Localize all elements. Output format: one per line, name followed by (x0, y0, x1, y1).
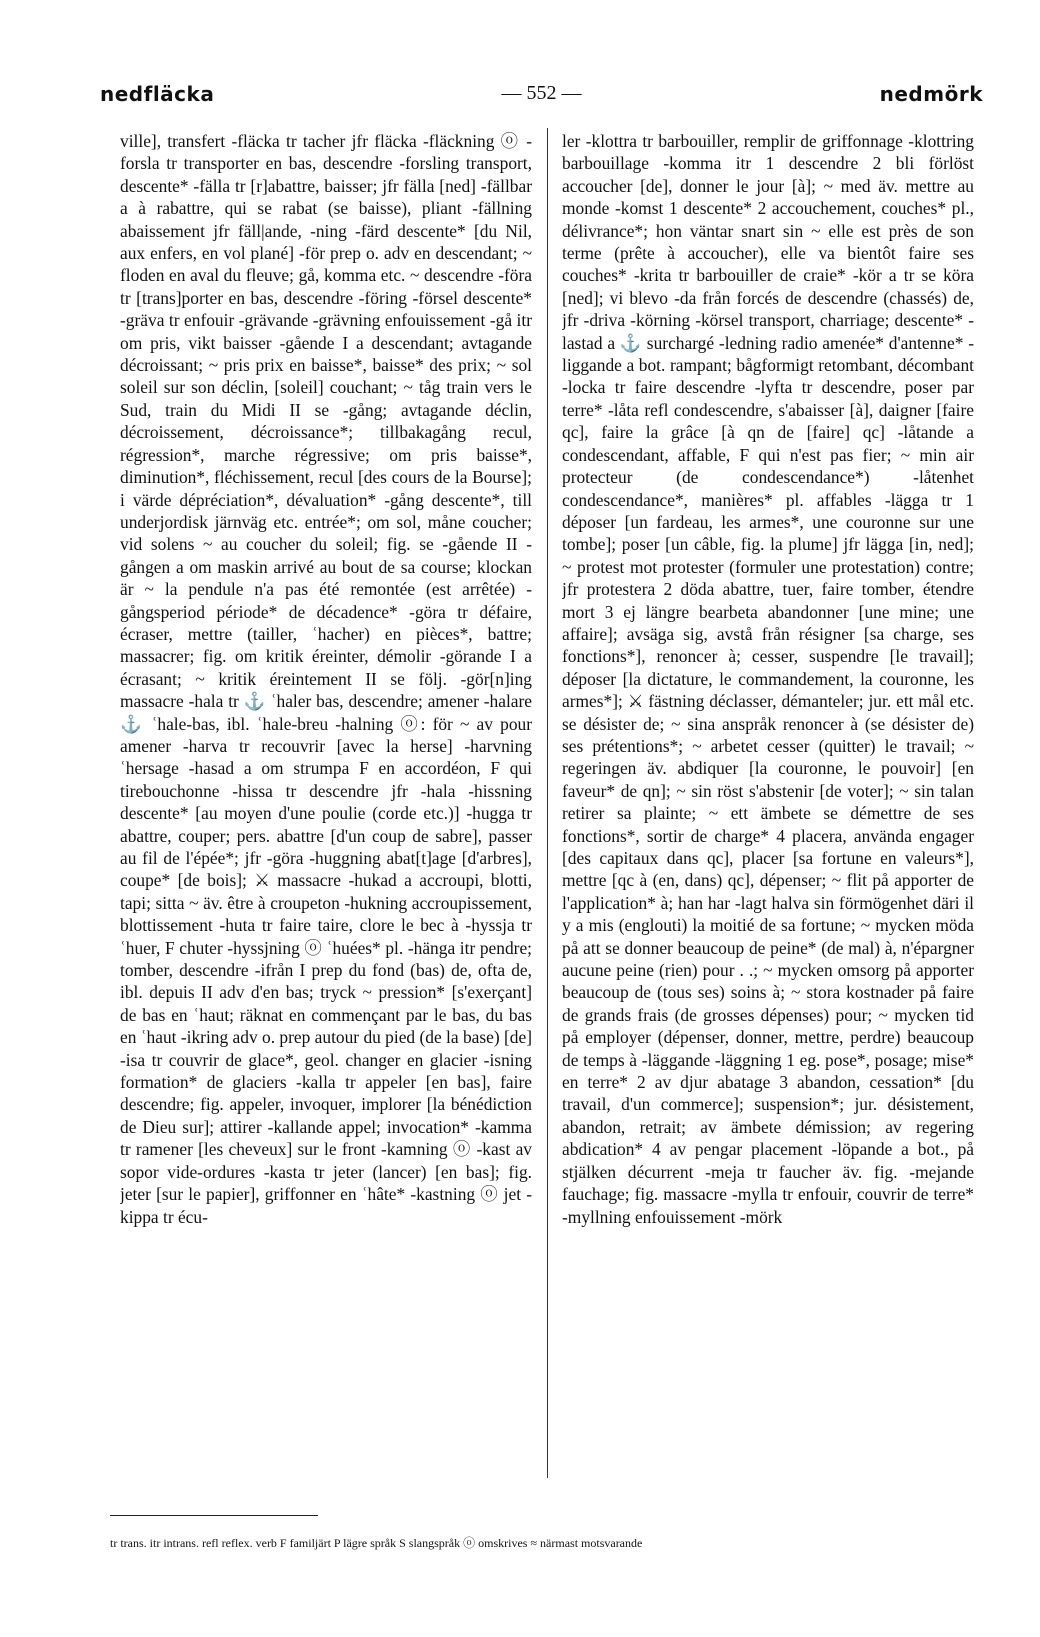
column-divider (547, 128, 548, 1478)
right-column-text: ler -klottra tr barbouiller, remplir de griffonnage -klottring barbouillage -komma itr 1 descendre 2 bli förlöst accoucher [de], donner le jour [à]; ~ med äv. mettre au monde -komst 1 descente* 2 accouchement, couches* pl., délivrance*; hon väntar snart sin ~ elle est près de son terme (prête à accoucher), elle va bientôt faire ses couches* -krita tr barbouiller de craie* -kör a tr se köra [ned]; vi blevo -da från forcés de descendre (chassés) de, jfr -driva -körning -körsel transport, charriage; descente* -lastad a ⚓ surchargé -ledning radio amenée* d'antenne* -liggande a bot. rampant; bågformigt retombant, décombant -locka tr faire descendre -lyfta tr descendre, poser par terre* -låta refl condescendre, s'abaisser [à], daigner [faire qc], faire la grâce [à qn de [faire] qc] -låtande a condescendant, affable, F qui n'est pas fier; ~ min air protecteur (de condescendance*) -låtenhet condescendance*, manières* pl. affables -lägga tr 1 déposer [un fardeau, les armes*, une couronne sur une tombe]; poser [un câble, fig. la plume] jfr lägga [in, ned]; ~ protest mot protester (formuler une protestation) contre; jfr protestera 2 döda abattre, tuer, faire tomber, étendre mort 3 ej längre bearbeta abandonner [une mine; une affaire]; avsäga sig, avstå från résigner [sa charge, ses fonctions*], renoncer à; cesser, suspendre [le travail]; déposer [la dictature, le commandement, la couronne, les armes*]; ⚔ fästning déclasser, démanteler; jur. ett mål etc. se désister de; ~ sina anspråk renoncer à (se désister de) ses prétentions*; ~ arbetet cesser (quitter) le travail; ~ regeringen äv. abdiquer [la couronne, le pouvoir] [en faveur* de qn]; ~ sin röst s'abstenir [de voter]; ~ sin talan retirer sa plainte; ~ ett ämbete se démettre de ses fonctions*, sortir de charge* 4 placera, använda engager [des capitaux dans qc], placer [sa fortune en valeurs*], mettre [qc à (en, dans) qc], dépenser; ~ flit på apporter de l'application* à; han har -lagt halva sin förmögenhet däri il y a mis (englouti) la moitié de sa fortune; ~ mycken möda på att se donner beaucoup de peine* (de mal) à, n'épargner aucune peine (rien) pour . .; ~ mycken omsorg på apporter beaucoup de (tous ses) soins à; ~ stora kostnader på faire de grands frais (de grosses dépenses) pour; ~ mycken tid på employer (dépenser, donner, mettre, perdre) beaucoup de temps à -läggande -läggning 1 eg. pose*, posage; mise* en terre* 2 av djur abatage 3 abandon, cessation* [du travail, d'un commerce]; suspension*; jur. désistement, abandon, retrait; av ämbete démission; av regering abdication* 4 av pengar placement -löpande a bot., på stjälken décurrent -meja tr faucher äv. fig. -mejande fauchage; fig. massacre -mylla tr enfouir, couvrir de terre* -myllning enfouissement -mörk (562, 131, 974, 1227)
header-left-guide-word: nedfläcka (100, 82, 215, 106)
page-number: — 552 — (501, 82, 582, 104)
abbreviation-legend: tr trans. itr intrans. refl reflex. verb F familjärt P lägre språk S slangspråk ⓞ omskrives ≈ närmast motsvarande (110, 1536, 643, 1550)
page-header (100, 82, 983, 116)
left-column-text: ville], transfert -fläcka tr tacher jfr fläcka -fläckning ⓞ -forsla tr transporter en bas, descendre -forsling transport, descente* -fälla tr [r]abattre, baisser; jfr fälla [ned] -fällbar a à rabattre, qui se rabat (se baisse), pliant -fällning abaissement jfr fäll|ande, -ning -färd descente* [du Nil, aux enfers, en vol plané] -för prep o. adv en descendant; ~ floden en aval du fleuve; gå, komma etc. ~ descendre -föra tr [trans]porter en bas, descendre -föring -försel descente* -gräva tr enfouir -grävande -grävning enfouissement -gå itr om pris, vikt baisser -gående I a descendant; avtagande décroissant; ~ pris prix en baisse*, baisse* des prix; ~ sol soleil sur son déclin, [soleil] couchant; ~ tåg train vers le Sud, train du Midi II se -gång; avtagande déclin, décroissement, décroissance*; tillbakagång recul, régression*, marche régressive; om pris baisse*, diminution*, fléchissement, recul [des cours de la Bourse]; i värde dépréciation*, dévaluation* -gång descente*, till underjordisk järnväg etc. entrée*; om sol, måne coucher; vid solens ~ au coucher du soleil; fig. se -gående II -gången a om maskin arrivé au bout de sa course; klockan är ~ la pendule n'a pas été remontée (est arrêtée) -gångsperiod période* de décadence* -göra tr défaire, écraser, mettre (tailler, ʿhacher) en pièces*, battre; massacrer; fig. om kritik éreinter, démolir -görande I a écrasant; ~ kritik éreintement II se följ. -gör[n]ing massacre -hala tr ⚓ ʿhaler bas, descendre; amener -halare ⚓ ʿhale-bas, ibl. ʿhale-breu -halning ⓞ: för ~ av pour amener -harva tr recouvrir [avec la herse] -harvning ʿhersage -hasad a om strumpa F en accordéon, F qui tirebouchonne -hissa tr descendre jfr -hala -hissning descente* [au moyen d'une poulie (corde etc.)] -hugga tr abattre, couper; pers. abattre [d'un coup de sabre], passer au fil de l'épée*; jfr -göra -huggning abat[t]age [d'arbres], coupe* [de bois]; ⚔ massacre -hukad a accroupi, blotti, tapi; sitta ~ äv. être à croupeton -hukning accroupissement, blottissement -huta tr faire taire, clore le bec à -hyssja tr ʿhuer, F chuter -hyssjning ⓞ ʿhuées* pl. -hänga itr pendre; tomber, descendre -ifrån I prep du fond (bas) de, ofta de, ibl. depuis II adv d'en bas; tryck ~ pression* [s'exerçant] de bas en ʿhaut; räknat en commençant par le bas, du bas en ʿhaut -ikring adv o. prep autour du pied (de la base) [de] -isa tr couvrir de glace*, geol. changer en glacier -isning formation* de glaciers -kalla tr appeler [en bas], faire descendre; fig. appeler, invoquer, implorer [la bénédiction de Dieu sur]; attirer -kallande appel; invocation* -kamma tr ramener [les cheveux] sur le front -kamning ⓞ -kast av sopor vide-ordures -kasta tr jeter (lancer) [en bas]; fig. jeter [sur le papier], griffonner en ʿhâte* -kastning ⓞ jet -kippa tr écu- (120, 131, 532, 1227)
footer-rule (110, 1515, 318, 1516)
header-right-guide-word: nedmörk (879, 82, 983, 106)
